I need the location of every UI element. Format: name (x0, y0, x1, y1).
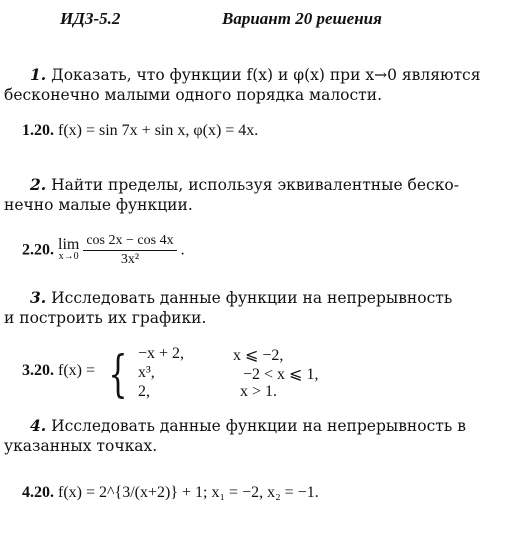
problem-4-formula: f(x) = 2^{3/(x+2)} + 1; x₁ = −2, x₂ = −1. (58, 484, 319, 501)
fraction-denominator: 3x² (120, 252, 140, 267)
task-4-number: 4. (30, 416, 47, 435)
task-3-number: 3. (30, 288, 47, 307)
problem-3-lhs: f(x) = (58, 362, 96, 379)
task-4-text-2: указанных точках. (4, 437, 158, 455)
problem-3-label-group (22, 362, 95, 380)
task-2-number: 2. (30, 175, 47, 194)
case-3-expr: 2, (138, 383, 150, 400)
limit-subscript: x→0 (58, 250, 79, 262)
task-3-text-2: и построить их графики. (4, 309, 207, 327)
problem-4-20 (22, 484, 319, 502)
limit-fraction (83, 233, 176, 268)
task-3-line-1 (30, 288, 452, 308)
case-2-cond: −2 < x ⩽ 1, (243, 366, 319, 383)
problem-1-formula: f(x) = sin 7x + sin x, φ(x) = 4x. (58, 122, 259, 139)
left-brace: { (108, 345, 128, 403)
task-3-text-1: Исследовать данные функции на непрерывность (51, 289, 453, 307)
fraction-numerator: cos 2x − cos 4x (83, 233, 176, 251)
problem-1-label: 1.20. (22, 122, 54, 139)
problem-2-end: . (180, 241, 185, 259)
problem-1-20 (22, 122, 258, 140)
case-1-cond: x ⩽ −2, (233, 347, 284, 364)
task-2-text-1: Найти пределы, используя эквивалентные беско- (51, 176, 459, 194)
task-1-text-2: бесконечно малыми одного порядка малости. (4, 86, 383, 104)
task-4-line-1 (30, 416, 466, 436)
variant-title: Вариант 20 решения (222, 9, 382, 28)
task-1-text-1: Доказать, что функции f(x) и φ(x) при x→0 являются (51, 66, 481, 84)
task-2-text-2: нечно малые функции. (4, 196, 193, 214)
document-id: ИДЗ-5.2 (60, 9, 121, 28)
case-2-expr: x³, (138, 364, 155, 381)
limit-word: lim (58, 235, 80, 253)
case-1-expr: −x + 2, (138, 345, 185, 362)
task-1-number: 1. (30, 65, 47, 84)
task-4-text-1: Исследовать данные функции на непрерывность в (51, 417, 466, 435)
case-3-cond: x > 1. (240, 383, 278, 400)
problem-2-20 (22, 233, 185, 268)
task-2-line-1 (30, 175, 459, 195)
problem-2-label: 2.20. (22, 241, 54, 259)
limit-operator (58, 235, 80, 263)
problem-3-label: 3.20. (22, 362, 54, 379)
task-1-line-1 (30, 65, 481, 85)
problem-4-label: 4.20. (22, 484, 54, 501)
